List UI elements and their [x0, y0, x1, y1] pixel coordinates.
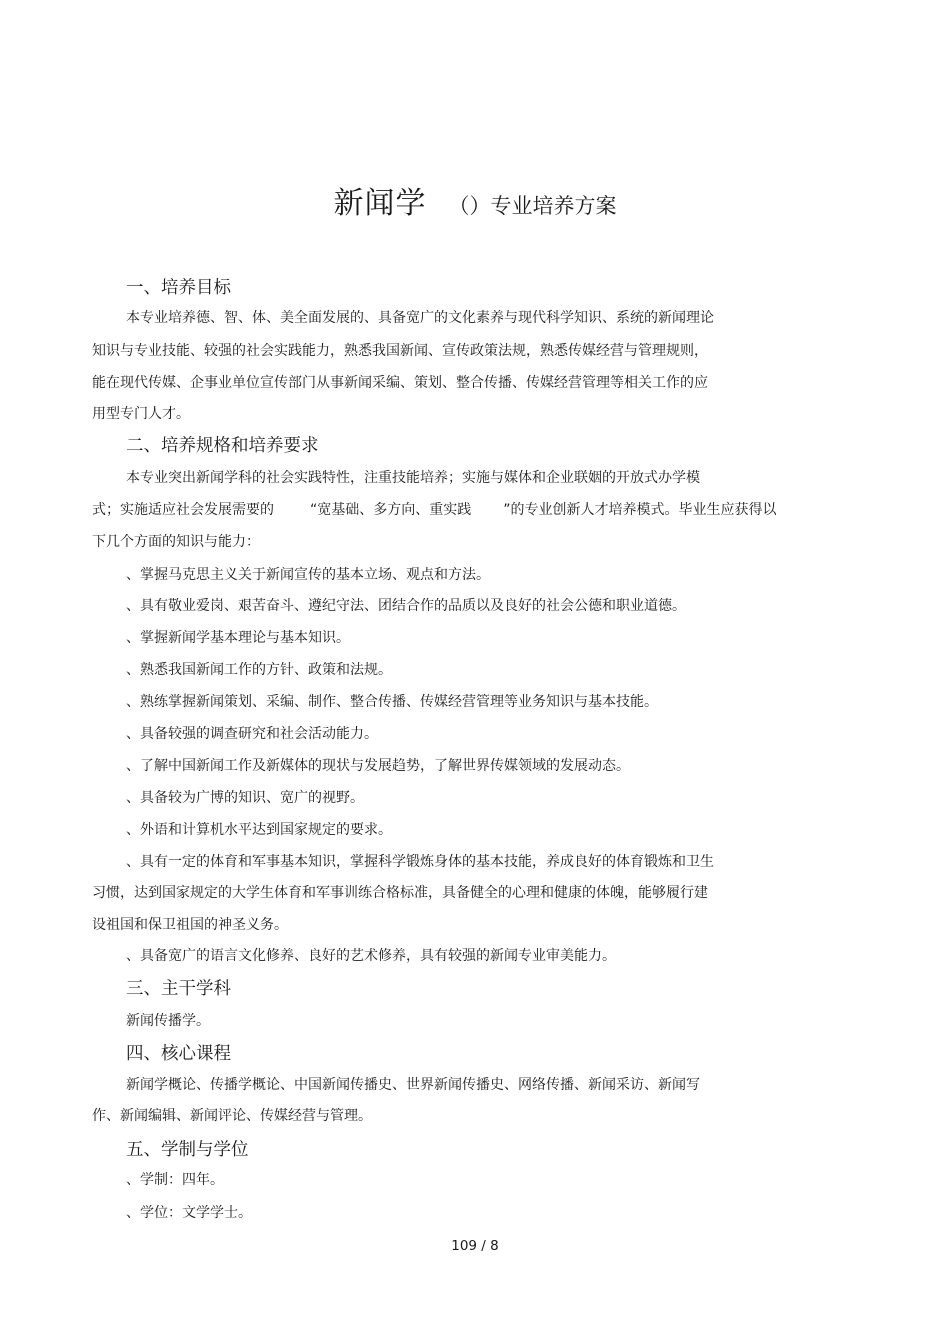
title-main: 新闻学 — [333, 186, 427, 221]
section-heading-1: 一、培养目标 — [126, 278, 231, 298]
quoted-phrase: “宽基础、多方向、重实践 — [310, 502, 472, 518]
list-item: 、熟练掌握新闻策划、采编、制作、整合传播、传媒经营管理等业务知识与基本技能。 — [126, 694, 658, 710]
paragraph-line: 知识与专业技能、较强的社会实践能力，熟悉我国新闻、宣传政策法规，熟悉传媒经营与管理规则， — [92, 343, 708, 359]
list-item: 、具备较为广博的知识、宽广的视野。 — [126, 790, 364, 806]
text-segment: ”的专业创新人才培养模式。毕业生应获得以 — [503, 502, 777, 518]
list-item: 、具有敬业爱岗、艰苦奋斗、遵纪守法、团结合作的品质以及良好的社会公德和职业道德。 — [126, 598, 686, 614]
list-item: 、具备较强的调查研究和社会活动能力。 — [126, 726, 378, 742]
section-heading-2: 二、培养规格和培养要求 — [126, 436, 319, 456]
list-item: 、了解中国新闻工作及新媒体的现状与发展趋势，了解世界传媒领域的发展动态。 — [126, 758, 630, 774]
paragraph-line: 本专业突出新闻学科的社会实践特性，注重技能培养；实施与媒体和企业联姻的开放式办学模 — [126, 470, 700, 486]
paragraph-line: 设祖国和保卫祖国的神圣义务。 — [92, 917, 288, 933]
list-item: 、熟悉我国新闻工作的方针、政策和法规。 — [126, 662, 392, 678]
text-segment: 式；实施适应社会发展需要的 — [92, 502, 274, 518]
paragraph-line: 能在现代传媒、企事业单位宣传部门从事新闻采编、策划、整合传播、传媒经营管理等相关工作的应 — [92, 375, 708, 391]
list-item: 、学制：四年。 — [126, 1172, 224, 1188]
paragraph-line: 作、新闻编辑、新闻评论、传媒经营与管理。 — [92, 1108, 372, 1124]
list-item: 、掌握马克思主义关于新闻宣传的基本立场、观点和方法。 — [126, 567, 490, 583]
paragraph-line: 新闻传播学。 — [126, 1013, 210, 1029]
list-item: 、学位：文学学士。 — [126, 1205, 252, 1221]
document-title — [0, 178, 950, 222]
paragraph-line: 新闻学概论、传播学概论、中国新闻传播史、世界新闻传播史、网络传播、新闻采访、新闻写 — [126, 1077, 700, 1093]
title-sub: （）专业培养方案 — [448, 194, 617, 218]
page-number: 109 / 8 — [451, 1238, 499, 1254]
list-item: 、具备宽广的语言文化修养、良好的艺术修养，具有较强的新闻专业审美能力。 — [126, 948, 616, 964]
paragraph-line: 用型专门人才。 — [92, 406, 190, 422]
paragraph-line: 本专业培养德、智、体、美全面发展的、具备宽广的文化素养与现代科学知识、系统的新闻理论 — [126, 310, 714, 326]
paragraph-line: 下几个方面的知识与能力： — [92, 534, 260, 550]
section-heading-4: 四、核心课程 — [126, 1044, 231, 1064]
section-heading-5: 五、学制与学位 — [126, 1140, 249, 1160]
paragraph-line — [92, 499, 777, 519]
list-item: 、掌握新闻学基本理论与基本知识。 — [126, 630, 350, 646]
section-heading-3: 三、主干学科 — [126, 979, 231, 999]
list-item: 、外语和计算机水平达到国家规定的要求。 — [126, 822, 392, 838]
paragraph-line: 习惯，达到国家规定的大学生体育和军事训练合格标准，具备健全的心理和健康的体魄，能够履行建 — [92, 885, 708, 901]
list-item: 、具有一定的体育和军事基本知识，掌握科学锻炼身体的基本技能，养成良好的体育锻炼和卫生 — [126, 854, 714, 870]
